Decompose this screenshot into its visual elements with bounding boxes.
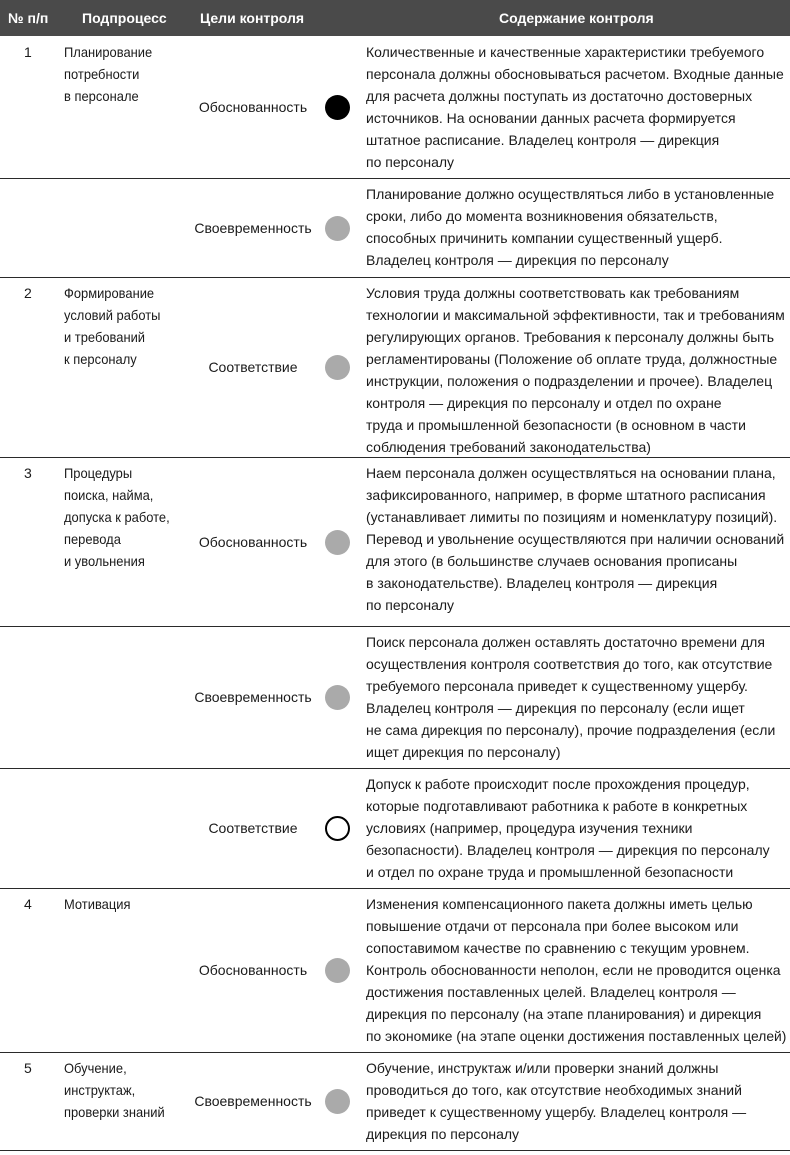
subprocess-line: перевода [64, 531, 121, 547]
content-line: безопасности). Владелец контроля — дирекция по персоналу [366, 842, 770, 858]
content-line: регулирующих органов. Требования к персоналу должны быть [366, 329, 775, 345]
control-goal: Обоснованность [198, 962, 308, 978]
subprocess-line: поиска, найма, [64, 487, 154, 503]
content-line: Условия труда должны соответствовать как требованиям [366, 285, 740, 301]
content-line: осуществления контроля соответствия до того, как отсутствие [366, 656, 773, 672]
indicator-partial-icon [325, 355, 350, 380]
control-content [366, 462, 786, 616]
content-line: по персоналу [366, 154, 455, 170]
subprocess-line: инструктаж, [64, 1082, 136, 1098]
content-line: для расчета должны поступать из достаточно достоверных [366, 88, 753, 104]
content-line: Перевод и увольнение осуществляются при наличии оснований [366, 531, 785, 547]
subprocess-line: Обучение, [64, 1060, 127, 1076]
content-line: и отдел по охране труда и промышленной безопасности [366, 864, 734, 880]
table-row [0, 888, 790, 1053]
row-number: 1 [24, 44, 32, 60]
subprocess-line: и требований [64, 329, 146, 345]
row-number: 5 [24, 1060, 32, 1076]
content-line: сроки, либо до момента возникновения обязательств, [366, 208, 718, 224]
subprocess-line: Процедуры [64, 465, 133, 481]
control-goal: Обоснованность [198, 99, 308, 115]
control-content [366, 631, 786, 763]
content-line: не сама дирекция по персоналу), прочие подразделения (если [366, 722, 776, 738]
subprocess-line: к персоналу [64, 351, 137, 367]
content-line: труда и промышленной безопасности (в основном в части [366, 417, 746, 433]
table-row [0, 626, 790, 769]
content-line: дирекция по персоналу [366, 1126, 520, 1142]
subprocess-line: Мотивация [64, 896, 131, 912]
content-line: штатное расписание. Владелец контроля — дирекция [366, 132, 720, 148]
content-line: инструкции, положения о подразделении и прочее). Владелец [366, 373, 773, 389]
indicator-partial-icon [325, 958, 350, 983]
subprocess-line: Планирование [64, 44, 153, 60]
content-line: по персоналу [366, 597, 455, 613]
header-goals: Цели контроля [200, 10, 305, 26]
content-line: Планирование должно осуществляться либо в установленные [366, 186, 775, 202]
content-line: проводиться до того, как отсутствие необходимых знаний [366, 1082, 742, 1098]
row-number: 3 [24, 465, 32, 481]
content-line: Изменения компенсационного пакета должны иметь целью [366, 896, 753, 912]
content-line: (устанавливает лимиты по позициям и номенклатуру позиций). [366, 509, 778, 525]
indicator-partial-icon [325, 685, 350, 710]
indicator-partial-icon [325, 530, 350, 555]
content-line: по экономике (на этапе оценки достижения поставленных целей) [366, 1028, 787, 1044]
content-line: достижения поставленных целей. Владелец контроля — [366, 984, 736, 1000]
content-line: условиях (например, процедура изучения техники [366, 820, 693, 836]
content-line: в законодательстве). Владелец контроля — дирекция [366, 575, 718, 591]
subprocess-line: условий работы [64, 307, 161, 323]
content-line: технологии и максимальной эффективности, так и требованиям [366, 307, 785, 323]
content-line: повышение отдачи от персонала при более высоком или [366, 918, 739, 934]
content-line: требуемого персонала приведет к существенному ущербу. [366, 678, 748, 694]
control-content [366, 893, 786, 1047]
row-number: 2 [24, 285, 32, 301]
table-header [0, 0, 790, 36]
content-line: приведет к существенному ущербу. Владелец контроля — [366, 1104, 747, 1120]
table-row [0, 768, 790, 889]
content-line: способных причинить компании существенный ущерб. [366, 230, 723, 246]
subprocess-line: Формирование [64, 285, 155, 301]
indicator-partial-icon [325, 1089, 350, 1114]
subprocess-line: и увольнения [64, 553, 145, 569]
subprocess-line: допуска к работе, [64, 509, 170, 525]
control-content [366, 41, 786, 173]
subprocess-cell [64, 41, 194, 107]
table-row [0, 277, 790, 458]
control-content [366, 183, 786, 271]
content-line: источников. На основании данных расчета формируется [366, 110, 736, 126]
content-line: Наем персонала должен осуществляться на основании плана, [366, 465, 776, 481]
content-line: регламентированы (Положение об оплате труда, должностные [366, 351, 778, 367]
header-num: № п/п [8, 10, 49, 26]
content-line: персонала должны обосновываться расчетом. Входные данные [366, 66, 784, 82]
control-content [366, 1057, 786, 1145]
subprocess-cell [64, 282, 194, 370]
content-line: сопоставимом качестве по сравнению с текущим уровнем. [366, 940, 750, 956]
subprocess-line: потребности [64, 66, 140, 82]
control-goal: Своевременность [194, 219, 312, 236]
content-line: для этого (в большинстве случаев основания прописаны [366, 553, 738, 569]
content-line: Контроль обоснованности неполон, если не проводится оценка [366, 962, 781, 978]
control-goal: Своевременность [194, 689, 312, 705]
content-line: зафиксированного, например, в форме штатного расписания [366, 487, 766, 503]
content-line: Поиск персонала должен оставлять достаточно времени для [366, 634, 765, 650]
content-line: дирекция по персоналу (на этапе планирования) и дирекция [366, 1006, 762, 1022]
control-content [366, 773, 786, 883]
control-goal: Обоснованность [198, 533, 308, 550]
table-row [0, 178, 790, 278]
control-goal: Соответствие [208, 359, 298, 375]
content-line: ищет дирекция по персоналу) [366, 744, 561, 760]
header-subprocess: Подпроцесс [82, 10, 167, 26]
header-content: Содержание контроля [499, 10, 654, 26]
content-line: Допуск к работе происходит после прохождения процедур, [366, 776, 750, 792]
table-row [0, 1052, 790, 1151]
content-line: Обучение, инструктаж и/или проверки знаний должны [366, 1060, 719, 1076]
control-goal: Своевременность [194, 1093, 312, 1109]
row-number: 4 [24, 896, 32, 912]
subprocess-cell [64, 462, 194, 572]
subprocess-line: в персонале [64, 88, 139, 104]
subprocess-line: проверки знаний [64, 1104, 165, 1120]
table-row [0, 36, 790, 179]
subprocess-cell [64, 1057, 194, 1123]
control-content [366, 282, 786, 458]
indicator-partial-icon [325, 216, 350, 241]
content-line: которые подготавливают работника к работе в конкретных [366, 798, 748, 814]
table-row [0, 457, 790, 627]
content-line: соблюдения требований законодательства) [366, 439, 651, 455]
content-line: Владелец контроля — дирекция по персоналу [366, 252, 669, 268]
subprocess-cell [64, 893, 194, 915]
indicator-full-icon [325, 95, 350, 120]
control-goal: Соответствие [208, 820, 298, 836]
content-line: контроля — дирекция по персоналу и отдел по охране [366, 395, 722, 411]
indicator-none-icon [325, 816, 350, 841]
content-line: Владелец контроля — дирекция по персоналу (если ищет [366, 700, 745, 716]
content-line: Количественные и качественные характеристики требуемого [366, 44, 765, 60]
